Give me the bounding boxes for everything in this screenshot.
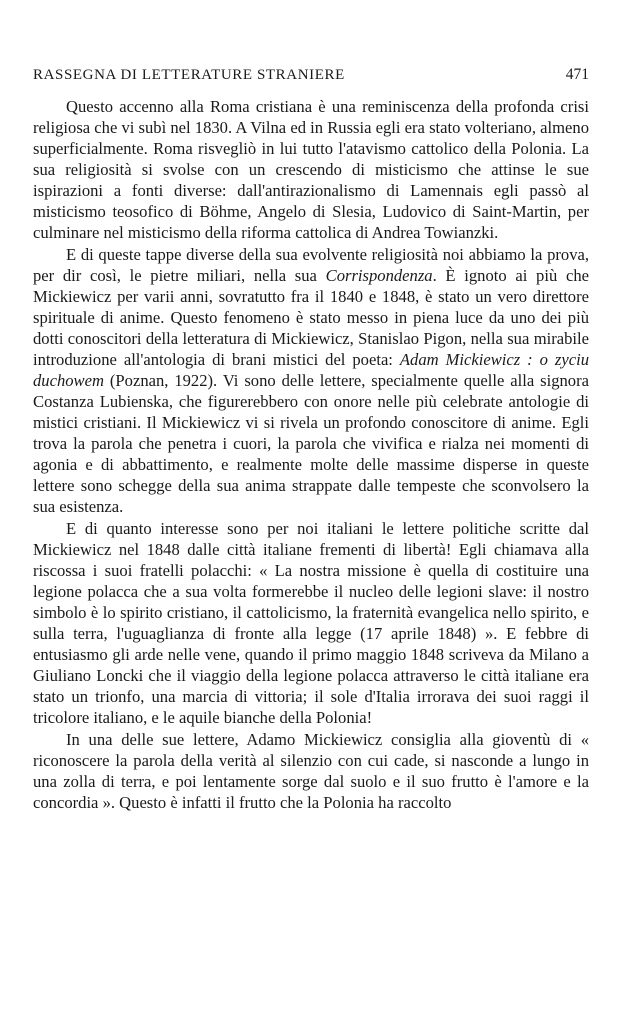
paragraph-3: E di quanto interesse sono per noi italiani le lettere politiche scritte dal Mickiewicz nel 1848 dalle città italiane frementi di libertà! Egli chiamava alla riscossa i suoi fratelli polacchi: « La nostra missione è quella di costituire una legione polacca che a sua volta formerebbe il nucleo delle legioni slave: il nostro simbolo è lo spirito cristiano, il cattolicismo, la fraternità evangelica nello spirito, e sulla terra, l'uguaglianza di fronte alla legge (17 aprile 1848) ». E febbre di entusiasmo gli arde nelle vene, quando il primo maggio 1848 scriveva da Milano a Giuliano Loncki che il viaggio della legione polacca attraverso le città italiane era stato un trionfo, una marcia di vittoria; il sole d'Italia irrorava dei suoi raggi il tricolore italiano, e le aquile bianche della Polonia!	[33, 519, 589, 727]
running-header	[33, 66, 589, 84]
text-run: E di queste tappe diverse della sua evolvente religiosità noi abbiamo la prova, per dir così, le pietre miliari, nella sua	[33, 245, 589, 285]
italic-title-corrispondenza: Corrispondenza	[325, 266, 433, 285]
italic-title-antologia: Adam Mickiewicz : o zyciu duchowem	[33, 350, 589, 390]
paragraph-1: Questo accenno alla Roma cristiana è una reminiscenza della profonda crisi religiosa che vi subì nel 1830. A Vilna ed in Russia egli era stato volteriano, almeno superficialmente. Roma risvegliò in lui tutto l'atavismo cattolico della Polonia. La sua religiosità si svolse con un crescendo di misticismo che attinse le sue ispirazioni a fonti diverse: dall'antirazionalismo di Lamennais egli passò al misticismo teosofico di Böhme, Angelo di Slesia, Ludovico di Saint-Martin, per culminare nel misticismo della riforma cattolica di Andrea Towianzki.	[33, 97, 589, 242]
text-run: (Poznan, 1922). Vi sono delle lettere, specialmente quelle alla signora Costanza Lubienska, che figurerebbero con onore nelle più celebrate antologie di mistici cristiani. Il Mickiewicz vi si rivela un profondo conoscitore di anime. Egli trova la parola che penetra i cuori, la parola che vivifica e rialza nei momenti di agonia e di abbattimento, e realmente molte delle massime disperse in queste lettere sono schegge della sua anima strappate dalle tempeste che sconvolsero la sua esistenza.	[33, 371, 589, 516]
paragraph-4: In una delle sue lettere, Adamo Mickiewicz consiglia alla gioventù di « riconoscere la parola della verità al silenzio con cui cade, si nasconde a lungo in una zolla di terra, e poi lentamente sorge dal suolo e il suo frutto è l'amore e la concordia ». Questo è infatti il frutto che la Polonia ha raccolto	[33, 730, 589, 812]
text-run: . È ignoto ai più che Mickiewicz per varii anni, sovratutto fra il 1840 e 1848, è stato un vero direttore spirituale di anime. Questo fenomeno è stato messo in piena luce da uno dei più dotti conoscitori della letteratura di Mickiewicz, Stanislao Pigon, nella sua mirabile introduzione all'antologia di brani mistici del poeta:	[33, 266, 589, 369]
running-title: RASSEGNA DI LETTERATURE STRANIERE	[33, 67, 345, 83]
body-text	[33, 96, 589, 813]
paragraph-2	[33, 244, 589, 517]
page-number: 471	[565, 66, 589, 83]
